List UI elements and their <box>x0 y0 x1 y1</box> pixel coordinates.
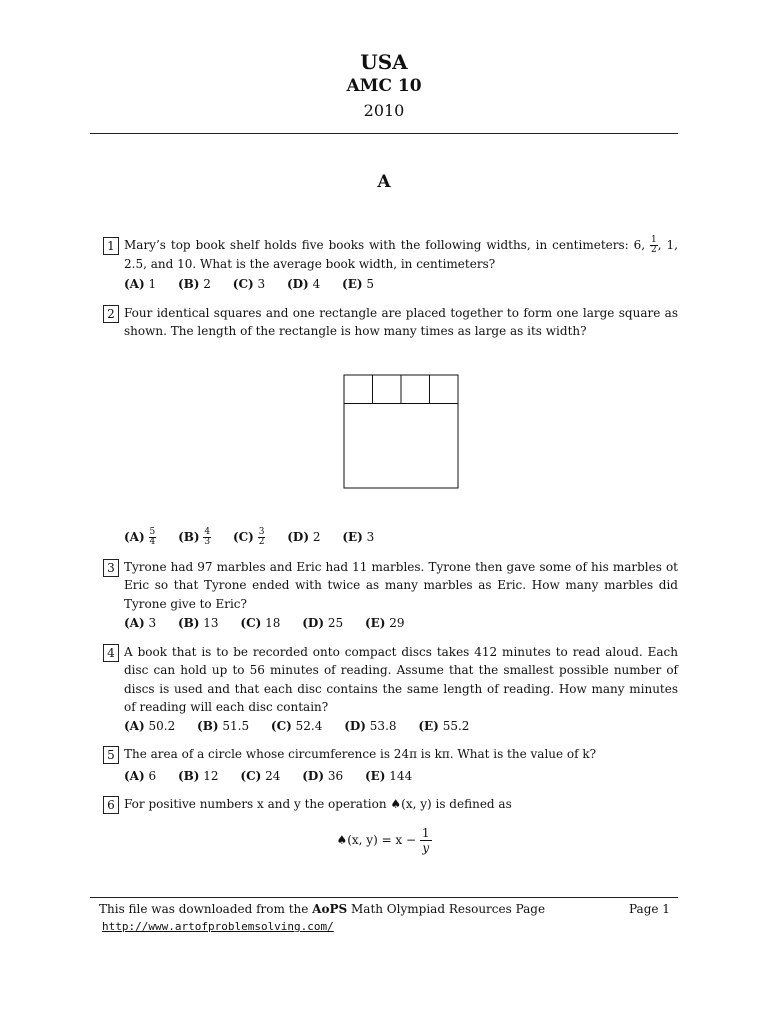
header-year: 2010 <box>363 101 405 120</box>
problem-number: 5 <box>103 746 119 764</box>
choice-b: (B) 2 <box>177 277 211 291</box>
problem-text-part: , 1, 2.5, and 10. What is the average book width, in centimeters? <box>124 238 678 271</box>
header-contest: AMC 10 <box>346 76 422 96</box>
header-rule <box>90 133 678 134</box>
choice-a: (A) 50.2 <box>124 719 176 733</box>
problem-number: 3 <box>103 559 119 577</box>
choice-d: (D) 2 <box>287 530 321 544</box>
choice-c: (C) 24 <box>240 769 281 783</box>
fraction-denominator: 2 <box>651 245 657 255</box>
problem-text: A book that is to be recorded onto compact discs takes 412 minutes to read aloud. Each disc can hold up to 56 minutes of reading. Assume that the smallest possible number of discs is used and that each disc contains the same length of reading. How many minutes of reading will each disc contain? <box>124 645 678 714</box>
choice-e: (E) 5 <box>342 277 375 291</box>
choice-b: (B) $\frac{4}{3}$ <box>178 527 211 547</box>
spade-equation <box>0 826 768 855</box>
problem-text: Tyrone had 97 marbles and Eric had 11 marbles. Tyrone then gave some of his marbles ot Eric so that Tyrone ended with twice as many marbles as Eric. How many marbles did Tyrone give to Eric? <box>124 560 678 611</box>
answer-choices <box>124 718 487 734</box>
choice-b: (B) 13 <box>177 616 219 630</box>
problem-text <box>124 236 678 273</box>
problem-number: 2 <box>103 305 119 323</box>
aops-link[interactable]: http://www.artofproblemsolving.com/ <box>102 920 334 933</box>
header-country: USA <box>360 50 408 74</box>
answer-choices <box>124 615 423 631</box>
section-title: A <box>377 172 391 192</box>
equation-lhs: ♠(x, y) = x − <box>336 833 417 847</box>
squares-rectangle-diagram <box>343 374 460 490</box>
choice-b: (B) 51.5 <box>197 719 250 733</box>
choice-c: (C) 3 <box>232 277 266 291</box>
fraction-numerator: 1 <box>651 235 657 245</box>
choice-e: (E) 144 <box>364 769 413 783</box>
problem-text-part: Mary’s top book shelf holds five books with the following widths, in centimeters: 6, <box>124 238 651 252</box>
choice-c: (C) 18 <box>240 616 281 630</box>
equation-numerator: 1 <box>421 826 430 840</box>
problem-text: Four identical squares and one rectangle are placed together to form one large square as shown. The length of the rectangle is how many times as large as its width? <box>124 306 678 339</box>
problem-text: For positive numbers x and y the operation ♠(x, y) is defined as <box>124 797 512 811</box>
page-number: Page 1 <box>629 902 670 916</box>
choice-c: (C) 52.4 <box>270 719 323 733</box>
choice-d: (D) 4 <box>286 277 321 291</box>
choice-a: (A) 6 <box>124 769 157 783</box>
answer-choices <box>124 528 392 547</box>
fraction <box>650 236 658 255</box>
equation-fraction <box>420 826 432 855</box>
problem-number: 6 <box>103 796 119 814</box>
choice-a: (A) $\frac{5}{4}$ <box>124 527 156 547</box>
choice-a: (A) 1 <box>124 277 157 291</box>
choice-d: (D) 36 <box>302 769 344 783</box>
footer-rule <box>90 897 678 898</box>
aops-brand: AoPS <box>312 902 348 916</box>
choice-b: (B) 12 <box>177 769 219 783</box>
choice-e: (E) 55.2 <box>418 719 470 733</box>
problem-number: 4 <box>103 644 119 662</box>
footer-source: This file was downloaded from the AoPS Math Olympiad Resources Page <box>99 902 546 916</box>
choice-d: (D) 25 <box>302 616 344 630</box>
equation-denominator: y <box>422 841 430 855</box>
choice-a: (A) 3 <box>124 616 157 630</box>
choice-c: (C) $\frac{3}{2}$ <box>232 527 265 547</box>
problem-number: 1 <box>103 237 119 255</box>
answer-choices <box>124 768 430 784</box>
choice-e: (E) 3 <box>342 530 375 544</box>
answer-choices <box>124 276 392 292</box>
choice-e: (E) 29 <box>364 616 405 630</box>
problem-text: The area of a circle whose circumference is 24π is kπ. What is the value of k? <box>124 747 597 761</box>
choice-d: (D) 53.8 <box>344 719 397 733</box>
